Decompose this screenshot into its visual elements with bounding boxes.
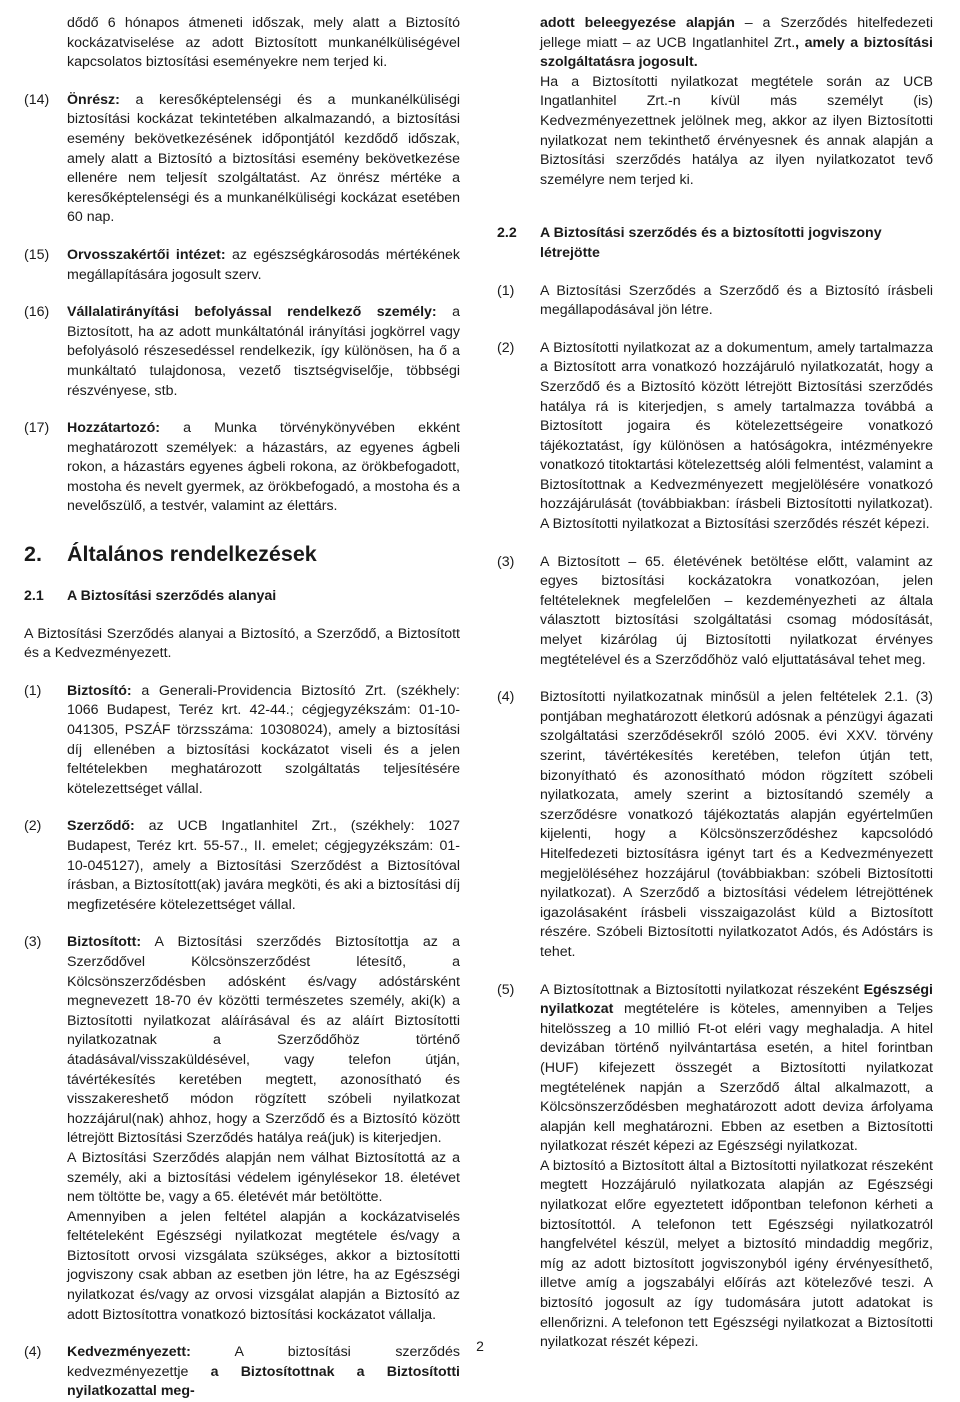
party-term: Szerződő: xyxy=(67,818,135,835)
item-text: Biztosítotti nyilatkozatnak minősül a jelen feltételek 2.1. (3) pontjában meghatározott életkorú adósnak a pénzügyi ágazati szolgáltatási szerződésekről szóló 2005. évi XXV. törvény szerint, távértékesítés keretében, telefon útján tett, bizonyítható és azonosítható módon rögzített szóbeli nyilatkozata, amely szerint a biztosítandó személy a szerződésre vonatkozó tájékoztatás alapján egyértelműen kijelenti, hogy a Kölcsönszerződéshez kapcsolódó Hitelfedezeti biztosításra igényt tart és a Kedvezményezett megjelöléséhez hozzájárul (továbbiakban: szóbeli Biztosítotti nyilatkozat). A Szerződő a biztosítási védelem létrejöttének igazolásaként írásbeli visszaigazolást küld a Biztosított részére. Szóbeli Biztosítotti nyilatkozatot Adós, és Adóstárs is tehet. xyxy=(540,689,933,960)
creation-item-3 xyxy=(497,553,933,671)
definition-term: Orvosszakértői intézet: xyxy=(67,246,226,263)
left-column xyxy=(24,14,460,1402)
item-number: (4) xyxy=(497,689,515,706)
item-number: (1) xyxy=(24,682,42,699)
definition-term: Hozzátartozó: xyxy=(67,420,161,437)
item-number: (17) xyxy=(24,420,50,437)
party-text: az UCB Ingatlanhitel Zrt., (székhely: 1027 Budapest, Teréz krt. 55-57., II. emelet; cégjegyzékszám: 01-10-045127), amely a Biztosítási Szerződést a Biztosítóval írásban, a Biztosított(ak) javára megköti, és aki a biztosítási díj megfizetésére kötelezettséget vállal. xyxy=(67,818,460,913)
party-text-bold: a Biztosítottnak a Biztosítotti nyilatkozattal meg- xyxy=(67,1363,460,1400)
item-number: (3) xyxy=(497,553,515,570)
party-term: Biztosított: xyxy=(67,934,142,951)
party-term: Biztosító: xyxy=(67,682,132,699)
item-text: A Biztosított – 65. életévének betöltése előtt, valamint az egyes biztosítási kockázatokra vonatkozóan, jelen feltételeknek megfelelően – kezdeményezheti az általa választott biztosítási szolgáltatási csomag módosítását, melyet kizárólag új Biztosítotti nyilatkozat érvényes megtételével és a Szerződőhöz való eljuttatásával tehet meg. xyxy=(540,553,933,668)
party-item-3 xyxy=(24,933,460,1325)
creation-item-5 xyxy=(497,981,933,1353)
definition-item-17 xyxy=(24,419,460,517)
definition-item-16 xyxy=(24,303,460,401)
item-number: (2) xyxy=(24,818,42,835)
item-number: (14) xyxy=(24,91,50,108)
party-item-2 xyxy=(24,817,460,915)
item-number: (4) xyxy=(24,1344,42,1361)
item-number: (16) xyxy=(24,304,50,321)
subsection-heading-2-2 xyxy=(497,224,933,263)
creation-item-1 xyxy=(497,282,933,321)
item-number: (1) xyxy=(497,282,515,299)
continuation-bold: , amely a biztosítási szolgáltatásra jogosult. xyxy=(540,34,933,71)
item-number: (15) xyxy=(24,246,50,263)
item-text-bold: Egészségi nyilatkozat xyxy=(540,981,933,1018)
continuation-paragraph: dődő 6 hónapos átmeneti időszak, mely alatt a Biztosító kockázatviselése az adott Biztosított munkanélküliségével kapcsolatos biztosítási eseményekre nem terjed ki. xyxy=(67,15,460,71)
definition-item-14 xyxy=(24,91,460,228)
beneficiary-continuation xyxy=(497,14,933,190)
party-text: A biztosítási szerződés kedvezményezettje xyxy=(67,1344,460,1380)
party-text: a Generali-Providencia Biztosító Zrt. (székhely: 1066 Budapest, Teréz krt. 42-44.; cégjegyzékszám: 01-10-041305, PSZÁF törzsszáma: 10308024), amely a biztosítási díj ellenében a biztosítási kockázatot viseli és a jelen feltételekben meghatározott szolgáltatás teljesítésére kötelezettséget vállal. xyxy=(67,682,460,797)
subsection-number: 2.1 xyxy=(24,588,44,605)
definition-text: a Biztosított, ha az adott munkáltatónál irányítási jogkörrel vagy befolyásoló részesedéssel rendelkezik, így különösen, ha ő a munkáltató tulajdonosa, vezető tisztségviselője, többségi részvényese, stb. xyxy=(67,304,460,399)
creation-item-2 xyxy=(497,339,933,535)
intro-paragraph: A Biztosítási Szerződés alanyai a Biztosító, a Szerződő, a Biztosított és a Kedvezményezett. xyxy=(24,625,460,662)
definition-text: a Munka törvénykönyvében ekként meghatározott személyek: a házastárs, az egyenes ágbeli rokon, a házastárs egyenes ágbeli rokona, az örökbefogadott, mostoha és nevelt gyermek, az örökbefogadó, a mostoha és a nevelőszülő, a testvér, valamint az élettárs. xyxy=(67,420,460,515)
item-number: (2) xyxy=(497,339,515,356)
item-text: A Biztosítottnak a Biztosítotti nyilatkozat részeként xyxy=(540,981,864,998)
party-term: Kedvezményezett: xyxy=(67,1344,191,1361)
party-item-1 xyxy=(24,682,460,800)
continuation-bold: adott beleegyezése alapján xyxy=(540,15,735,31)
section-number: 2. xyxy=(24,542,42,567)
definition-term: Vállalatirányítási befolyással rendelkező személy: xyxy=(67,304,437,321)
item-text: A Biztosítotti nyilatkozat az a dokumentum, amely tartalmazza a Biztosított arra vonatkozó hozzájáruló nyilatkozatát, hogy a Szerződő és a Biztosító között létrejött Biztosítási szerződés hatálya rá is kiterjedjen, s amely tartalmazza továbbá a Biztosított jogaira és kötelezettségeire vonatkozó tájékoztatást, így különösen a hatóságokra, intézményekre vonatkozó titoktartási kötelezettség alóli felmentést, valamint a Biztosítottnak a Kedvezményezett megjelölésére vonatkozó hozzájárulását (továbbiakban: írásbeli Biztosítotti nyilatkozat). A Biztosítotti nyilatkozat a Biztosítási szerződés részét képezi. xyxy=(540,339,933,533)
definition-term: Önrész: xyxy=(67,91,120,108)
subsection-number: 2.2 xyxy=(497,225,517,242)
definition-text: az egészségkárosodás mértékének megállapítására jogosult szerv. xyxy=(67,246,460,283)
section-title: Általános rendelkezések xyxy=(67,542,317,567)
section-heading-2 xyxy=(24,541,460,567)
item-text: megtételére is köteles, amennyiben a Teljes hitelösszeg a 10 millió Ft-ot eléri vagy meghaladja. A hitel devizában történő nyilvántartása esetén, a hitel forintban (HUF) kifejezett összegét a Biztosítotti nyilatkozat megtételének napján a Szerződő által alkalmazott, a Kölcsönszerződésben meghatározott adott deviza árfolyama alapján kell meghatározni. Ebben az esetben a Biztosítotti nyilatkozat részét képezi az Egészségi nyilatkozat. xyxy=(540,1001,933,1155)
definition-item-15 xyxy=(24,246,460,285)
item-number: (3) xyxy=(24,934,42,951)
continuation-paragraph: Ha a Biztosítotti nyilatkozat megtétele során az UCB Ingatlanhitel Zrt.-n kívül más személyt (is) Kedvezményezettnek jelölnek meg, akkor az ilyen Biztosítotti nyilatkozat nem tekinthető érvényesnek és annak alapján a Biztosítási szerződés hatálya az ilyen nyilatkozatot tevő személyre nem terjed ki. xyxy=(540,73,933,188)
continuation-text: – a Szerződés hitelfedezeti jellege miatt – az UCB Ingatlanhitel Zrt. xyxy=(540,15,933,51)
right-column xyxy=(497,14,933,1353)
subsection-title: A Biztosítási szerződés és a biztosítotti jogviszony létrejötte xyxy=(540,225,882,261)
item-text-paragraph: A biztosító a Biztosított által a Biztosítotti nyilatkozat részeként megtett Hozzájáruló nyilatkozata alapján az Egészségi nyilatkozat előre egyeztetett időpontban telefonon kérheti a biztosítottól. A telefonon tett Egészségi nyilatkozatról hangfelvétel készül, melyet a biztosító mindaddig megőriz, míg az adott biztosított jogviszonyból igény érvényesíthető, illetve amíg a jogszabályi előírás azt kötelezővé teszi. A biztosító jogosult az így tudomására jutott adatokat is ellenőrizni. A telefonon tett Egészségi nyilatkozat a Biztosítotti nyilatkozat részét képezi. xyxy=(540,1157,933,1351)
party-text-paragraph: A Biztosítási Szerződés alapján nem válhat Biztosítottá az a személy, aki a biztosítási védelem igénylésekor 18. életévet nem töltötte be, vagy a 65. életévét már betöltötte. xyxy=(67,1149,460,1206)
subsection-title: A Biztosítási szerződés alanyai xyxy=(67,588,277,605)
item-number: (5) xyxy=(497,981,515,998)
definition-text: a keresőképtelenségi és a munkanélküliségi biztosítási kockázat tekintetében alkalmazandó, a biztosítási esemény bekövetkezésének időpontjától kezdődő időszak, amely alatt a Biztosító a biztosítási esemény bekövetkezése ellenére nem teljesít szolgáltatást. Az önrész mértéke a keresőképtelenségi és a munkanélküliségi kockázat esetében 60 nap. xyxy=(67,91,460,226)
page-number: 2 xyxy=(476,1338,484,1354)
party-text: A Biztosítási szerződés Biztosítottja az a Szerződővel Kölcsönszerződést létesítő, a Kölcsönszerződésben adósként és/vagy adóstársként megnevezett 18-70 év közötti természetes személy, aki(k) a Biztosítotti nyilatkozat aláírásával és az aláírt Biztosítotti nyilatkozatnak a Szerződőhöz történő átadásával/visszaküldésével, vagy telefon útján, távértékesítés keretében megtett, azonosítható és visszakereshető módon rögzített szóbeli nyilatkozat hozzájárul(nak) ahhoz, hogy a Szerződő és a Biztosító között létrejött Biztosítási Szerződés hatálya reá(juk) is kiterjedjen. xyxy=(67,934,460,1147)
subsection-heading-2-1 xyxy=(24,587,460,607)
creation-item-4 xyxy=(497,688,933,962)
party-text-paragraph: Amennyiben a jelen feltétel alapján a kockázatviselés feltételeként Egészségi nyilatkozat megtétele és/vagy a Biztosított orvosi vizsgálata szükséges, akkor a biztosítotti jogviszony csak abban az esetben jön létre, ha az Egészségi nyilatkozat és/vagy az orvosi vizsgálat alapján a Biztosító az adott Biztosítottra vonatkozó biztosítási kockázatot vállalja. xyxy=(67,1208,460,1323)
item-text: A Biztosítási Szerződés a Szerződő és a Biztosító írásbeli megállapodásával jön létre. xyxy=(540,282,933,319)
